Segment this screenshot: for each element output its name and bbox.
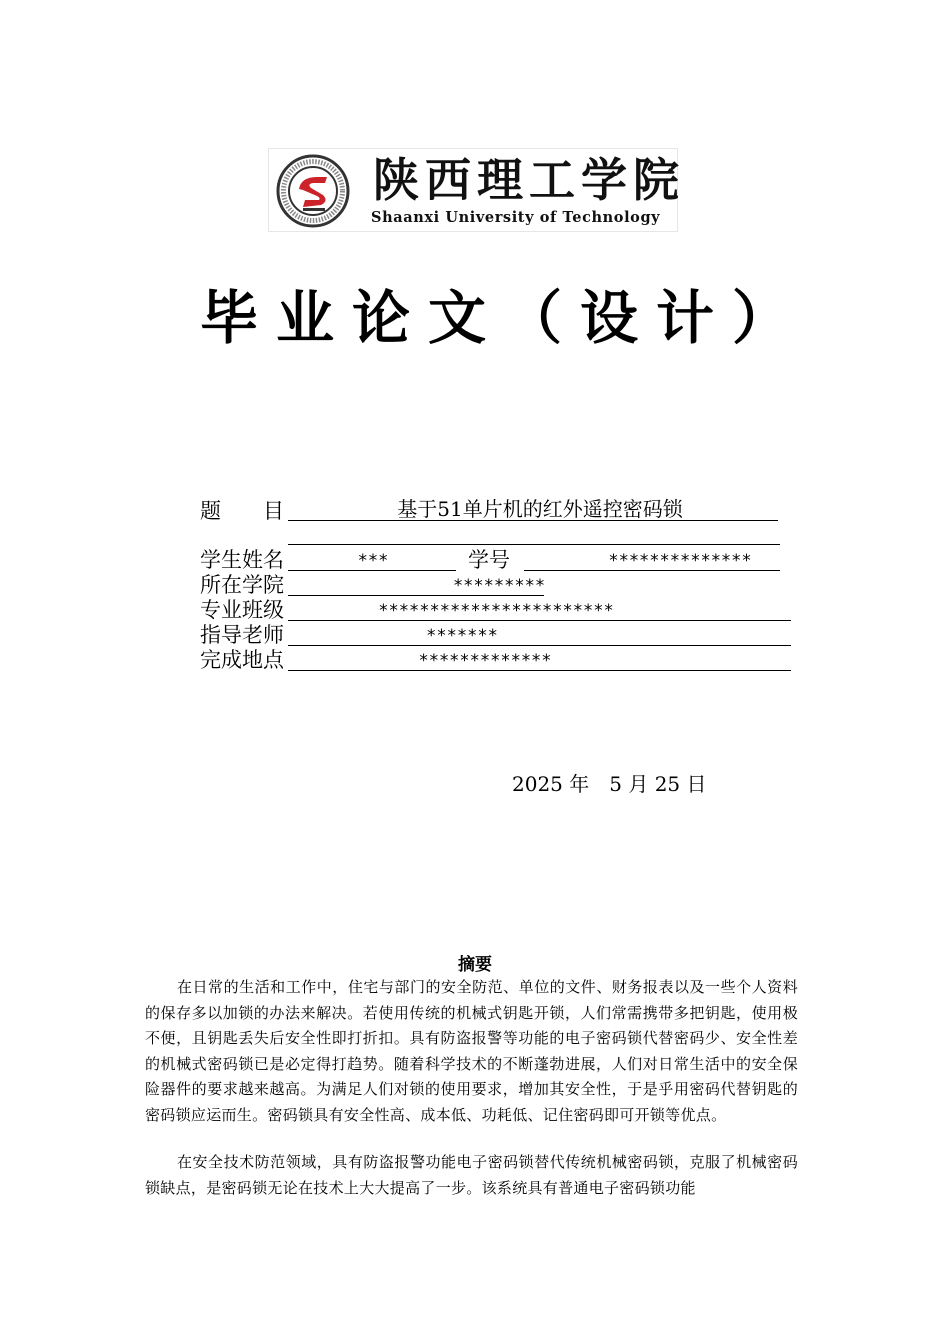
advisor-value: ******* [426, 626, 498, 646]
logo-english-name: Shaanxi University of Technology [371, 209, 661, 226]
abstract-heading: 摘要 [458, 955, 492, 975]
advisor-label: 指导老师 [200, 623, 284, 647]
place-value: ************* [418, 651, 552, 671]
college-value: ********* [452, 576, 546, 596]
student-id-label: 学号 [468, 548, 510, 572]
advisor-underline [288, 645, 791, 646]
topic-label: 题 目 [200, 499, 284, 523]
university-logo [268, 148, 685, 232]
abstract-paragraph: 在安全技术防范领域，具有防盗报警功能电子密码锁替代传统机械密码锁，克服了机械密码锁缺点，是密码锁无论在技术上大大提高了一步。该系统具有普通电子密码锁功能 [145, 1153, 798, 1197]
student-id-value: ************** [608, 551, 752, 571]
topic-underline-2 [288, 544, 780, 545]
place-label: 完成地点 [200, 648, 284, 672]
college-label: 所在学院 [200, 573, 284, 597]
topic-value: 基于51单片机的红外遥控密码锁 [397, 497, 683, 521]
university-seal-icon [273, 153, 353, 229]
student-name-value: *** [357, 551, 389, 571]
logo-chinese-name: 陕西理工学院 [373, 153, 685, 207]
document-title: 毕业论文（设计） [200, 284, 809, 352]
student-name-label: 学生姓名 [200, 548, 284, 572]
class-label: 专业班级 [200, 598, 284, 622]
completion-date: 2025 年 5 月 25 日 [512, 772, 707, 796]
class-value: *********************** [378, 601, 614, 621]
abstract-paragraph: 在日常的生活和工作中，住宅与部门的安全防范、单位的文件、财务报表以及一些个人资料的保存多以加锁的办法来解决。若使用传统的机械式钥匙开锁，人们常需携带多把钥匙，使用极不便，且钥匙丢失后安全性即打折扣。具有防盗报警等功能的电子密码锁代替密码少、安全性差的机械式密码锁已是必定得打趋势。随着科学技术的不断蓬勃进展，人们对日常生活中的安全保险器件的要求越来越高。为满足人们对锁的使用要求，增加其安全性，于是乎用密码代替钥匙的密码锁应运而生。密码锁具有安全性高、成本低、功耗低、记住密码即可开锁等优点。 [145, 978, 798, 1124]
